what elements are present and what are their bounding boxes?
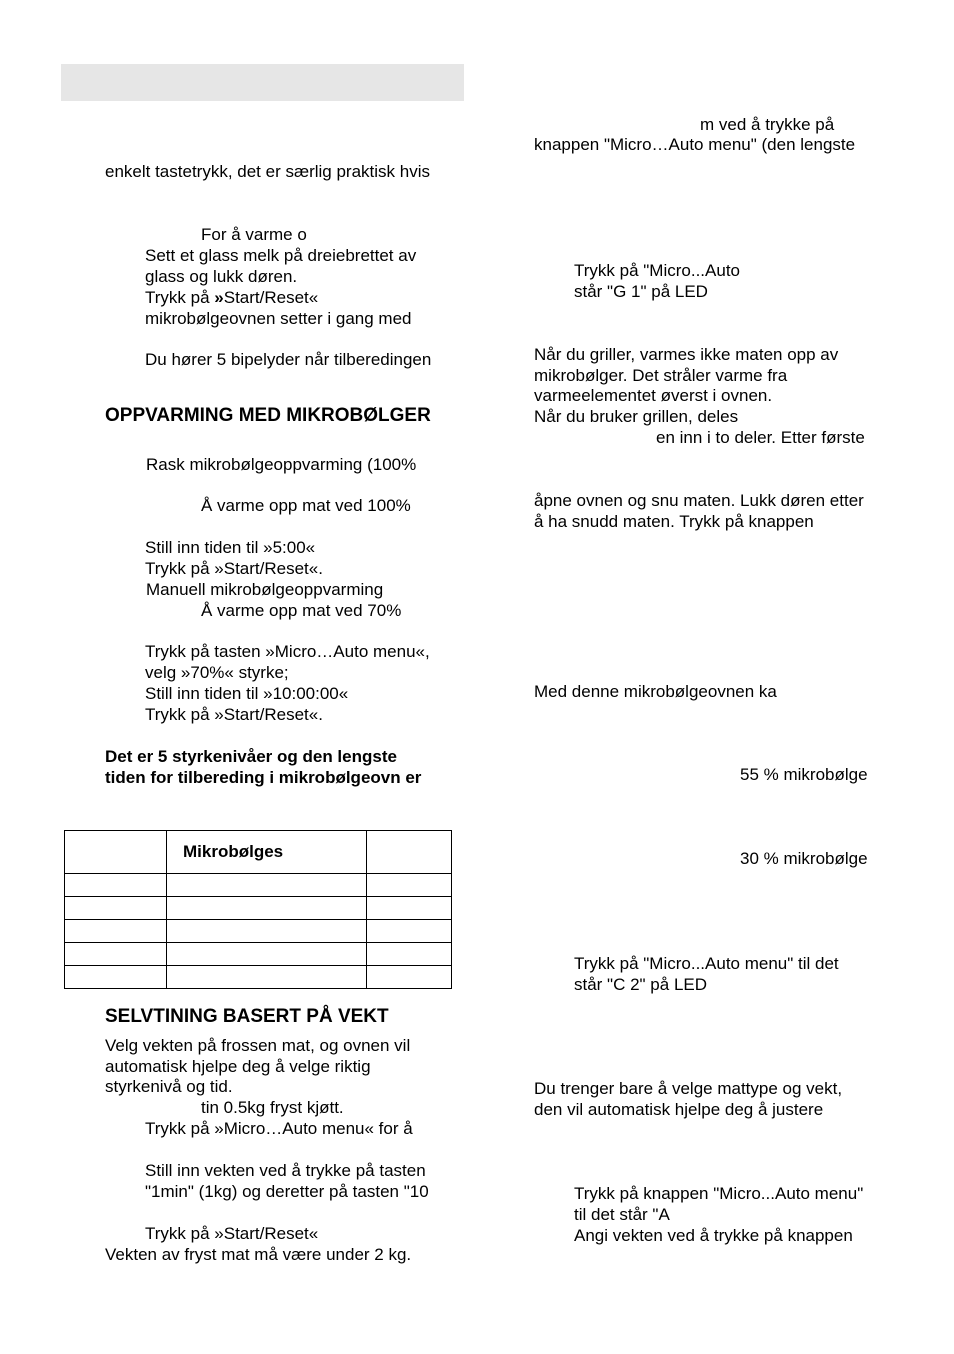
table-cell — [65, 920, 167, 943]
table-row — [65, 897, 452, 920]
power-note-2: tiden for tilbereding i mikrobølgeovn er — [105, 768, 422, 787]
rapid-example: Å varme opp mat ved 100% — [201, 496, 411, 515]
intro-line: enkelt tastetrykk, det er særlig praktisk hvis — [105, 162, 431, 181]
manual-step-3: Trykk på »Start/Reset«. — [145, 705, 323, 724]
defrost-step-2a: Still inn vekten ved å trykke på tasten — [145, 1161, 426, 1180]
section-header-bar — [61, 64, 464, 101]
grill-info-3: varmeelementet øverst i ovnen. — [534, 386, 773, 405]
combo-step-2: står "C 2" på LED — [574, 975, 708, 994]
rapid-step-1: Still inn tiden til »5:00« — [145, 538, 316, 557]
grill-info-2: mikrobølger. Det stråler varme fra — [534, 366, 788, 385]
table-cell — [167, 966, 367, 989]
auto-intro-1: Du trenger bare å velge mattype og vekt, — [534, 1079, 843, 1098]
table-cell — [167, 897, 367, 920]
table-cell — [65, 966, 167, 989]
table-row — [65, 874, 452, 897]
milk-title: For å varme o — [201, 225, 307, 244]
defrost-intro-1: Velg vekten på frossen mat, og ovnen vil — [105, 1036, 411, 1055]
table-cell — [367, 920, 452, 943]
milk-step-2-prefix: Trykk på — [145, 288, 215, 307]
auto-intro-2: den vil automatisk hjelpe deg å justere — [534, 1100, 824, 1119]
defrost-weight-note: Vekten av fryst mat må være under 2 kg. — [105, 1245, 412, 1264]
table-row — [65, 966, 452, 989]
grill-step-1: Trykk på "Micro...Auto — [574, 261, 740, 280]
table-header-cell: Mikrobølges — [167, 831, 367, 874]
defrost-intro-2: automatisk hjelpe deg å velge riktig — [105, 1057, 371, 1076]
heading-weight-defrost: SELVTINING BASERT PÅ VEKT — [105, 1006, 389, 1027]
turn-food-1: åpne ovnen og snu maten. Lukk døren etter — [534, 491, 864, 510]
milk-step-2b: mikrobølgeovnen setter i gang med — [145, 309, 412, 328]
milk-step-2-quote: » — [214, 288, 224, 307]
defrost-example: tin 0.5kg fryst kjøtt. — [201, 1098, 344, 1117]
turn-food-2: å ha snudd maten. Trykk på knappen — [534, 512, 814, 531]
table-header-cell — [65, 831, 167, 874]
auto-step-2: til det står "A — [574, 1205, 670, 1224]
defrost-step-2b: "1min" (1kg) og deretter på tasten "10 — [145, 1182, 429, 1201]
heading-microwave-heating: OPPVARMING MED MIKROBØLGER — [105, 405, 431, 426]
grill-info-1: Når du griller, varmes ikke maten opp av — [534, 345, 839, 364]
rapid-title: Rask mikrobølgeoppvarming (100% — [146, 455, 417, 474]
combo-30: 30 % mikrobølge — [740, 849, 868, 868]
manual-step-1a: Trykk på tasten »Micro…Auto menu«, — [145, 642, 430, 661]
right-top-2: knappen "Micro…Auto menu" (den lengste — [534, 135, 856, 154]
table-cell — [367, 897, 452, 920]
table-cell — [367, 966, 452, 989]
milk-step-2 — [145, 287, 318, 308]
defrost-step-3: Trykk på »Start/Reset« — [145, 1224, 319, 1243]
table-row — [65, 920, 452, 943]
power-note-1: Det er 5 styrkenivåer og den lengste — [105, 747, 397, 766]
right-top-1: m ved å trykke på — [700, 115, 835, 134]
manual-title: Manuell mikrobølgeoppvarming — [146, 580, 384, 599]
milk-step-1a: Sett et glass melk på dreiebrettet av — [145, 246, 417, 265]
auto-step-3: Angi vekten ved å trykke på knappen — [574, 1226, 853, 1245]
table-cell — [167, 943, 367, 966]
manual-example: Å varme opp mat ved 70% — [201, 601, 402, 620]
table-header-row — [65, 831, 452, 874]
combo-intro: Med denne mikrobølgeovnen ka — [534, 682, 777, 701]
grill-info-4: Når du bruker grillen, deles — [534, 407, 739, 426]
power-level-table — [64, 830, 452, 989]
manual-step-1b: velg »70%« styrke; — [145, 663, 289, 682]
grill-step-2: står "G 1" på LED — [574, 282, 708, 301]
manual-step-2: Still inn tiden til »10:00:00« — [145, 684, 349, 703]
table-row — [65, 943, 452, 966]
table-cell — [367, 943, 452, 966]
table-cell — [65, 874, 167, 897]
rapid-step-2: Trykk på »Start/Reset«. — [145, 559, 323, 578]
table-cell — [65, 897, 167, 920]
table-cell — [367, 874, 452, 897]
milk-step-2-rest: Start/Reset« — [223, 288, 319, 307]
combo-step-1: Trykk på "Micro...Auto menu" til det — [574, 954, 839, 973]
grill-info-5: en inn i to deler. Etter første — [656, 428, 865, 447]
milk-step-1b: glass og lukk døren. — [145, 267, 298, 286]
table-header-cell — [367, 831, 452, 874]
defrost-intro-3: styrkenivå og tid. — [105, 1077, 233, 1096]
auto-step-1: Trykk på knappen "Micro...Auto menu" — [574, 1184, 864, 1203]
table-cell — [167, 874, 367, 897]
defrost-step-1: Trykk på »Micro…Auto menu« for å — [145, 1119, 413, 1138]
combo-55: 55 % mikrobølge — [740, 765, 868, 784]
table-cell — [65, 943, 167, 966]
table-cell — [167, 920, 367, 943]
beeps-note: Du hører 5 bipelyder når tilberedingen — [145, 350, 432, 369]
